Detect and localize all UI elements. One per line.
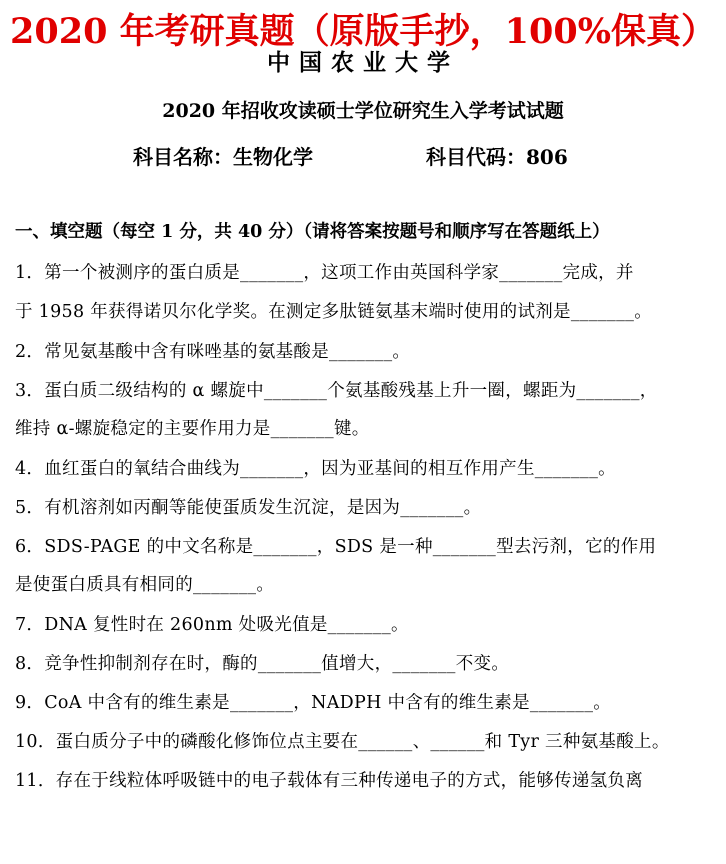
banner-title: 2020 年考研真题（原版手抄，100%保真）	[10, 11, 716, 52]
question-line: 11．存在于线粒体呼吸链中的电子载体有三种传递电子的方式，能够传递氢负离	[15, 771, 644, 791]
exam-title: 2020 年招收攻读硕士学位研究生入学考试试题	[162, 100, 564, 122]
subject-code: 科目代码：806	[426, 145, 568, 169]
section-heading: 一、填空题（每空 1 分，共 40 分）（请将答案按题号和顺序写在答题纸上）	[15, 222, 610, 242]
question-line: 10．蛋白质分子中的磷酸化修饰位点主要在______、______和 Tyr 三种氨基酸上。	[15, 732, 670, 752]
question-line: 是使蛋白质具有相同的_______。	[15, 575, 275, 595]
question-line: 5．有机溶剂如丙酮等能使蛋质发生沉淀，是因为_______。	[15, 498, 482, 518]
question-line: 2．常见氨基酸中含有咪唑基的氨基酸是_______。	[15, 342, 411, 362]
question-line: 3．蛋白质二级结构的 α 螺旋中_______个氨基酸残基上升一圈，螺距为_______，	[15, 381, 658, 401]
question-line: 7．DNA 复性时在 260nm 处吸光值是_______。	[15, 615, 409, 635]
question-line: 1．第一个被测序的蛋白质是_______，这项工作由英国科学家_______完成，并	[15, 263, 634, 283]
school-name: 中国农业大学	[267, 49, 459, 76]
question-line: 6．SDS-PAGE 的中文名称是_______，SDS 是一种_______型去污剂，它的作用	[15, 537, 657, 557]
question-line: 于 1958 年获得诺贝尔化学奖。在测定多肽链氨基末端时使用的试剂是_______。	[15, 302, 653, 322]
question-line: 4．血红蛋白的氧结合曲线为_______，因为亚基间的相互作用产生_______。	[15, 459, 616, 479]
question-line: 9．CoA 中含有的维生素是_______，NADPH 中含有的维生素是_______。	[15, 693, 612, 713]
question-line: 维持 α-螺旋稳定的主要作用力是_______键。	[15, 419, 370, 439]
subject-name: 科目名称：生物化学	[133, 145, 313, 169]
question-line: 8．竞争性抑制剂存在时，酶的_______值增大，_______不变。	[15, 654, 510, 674]
